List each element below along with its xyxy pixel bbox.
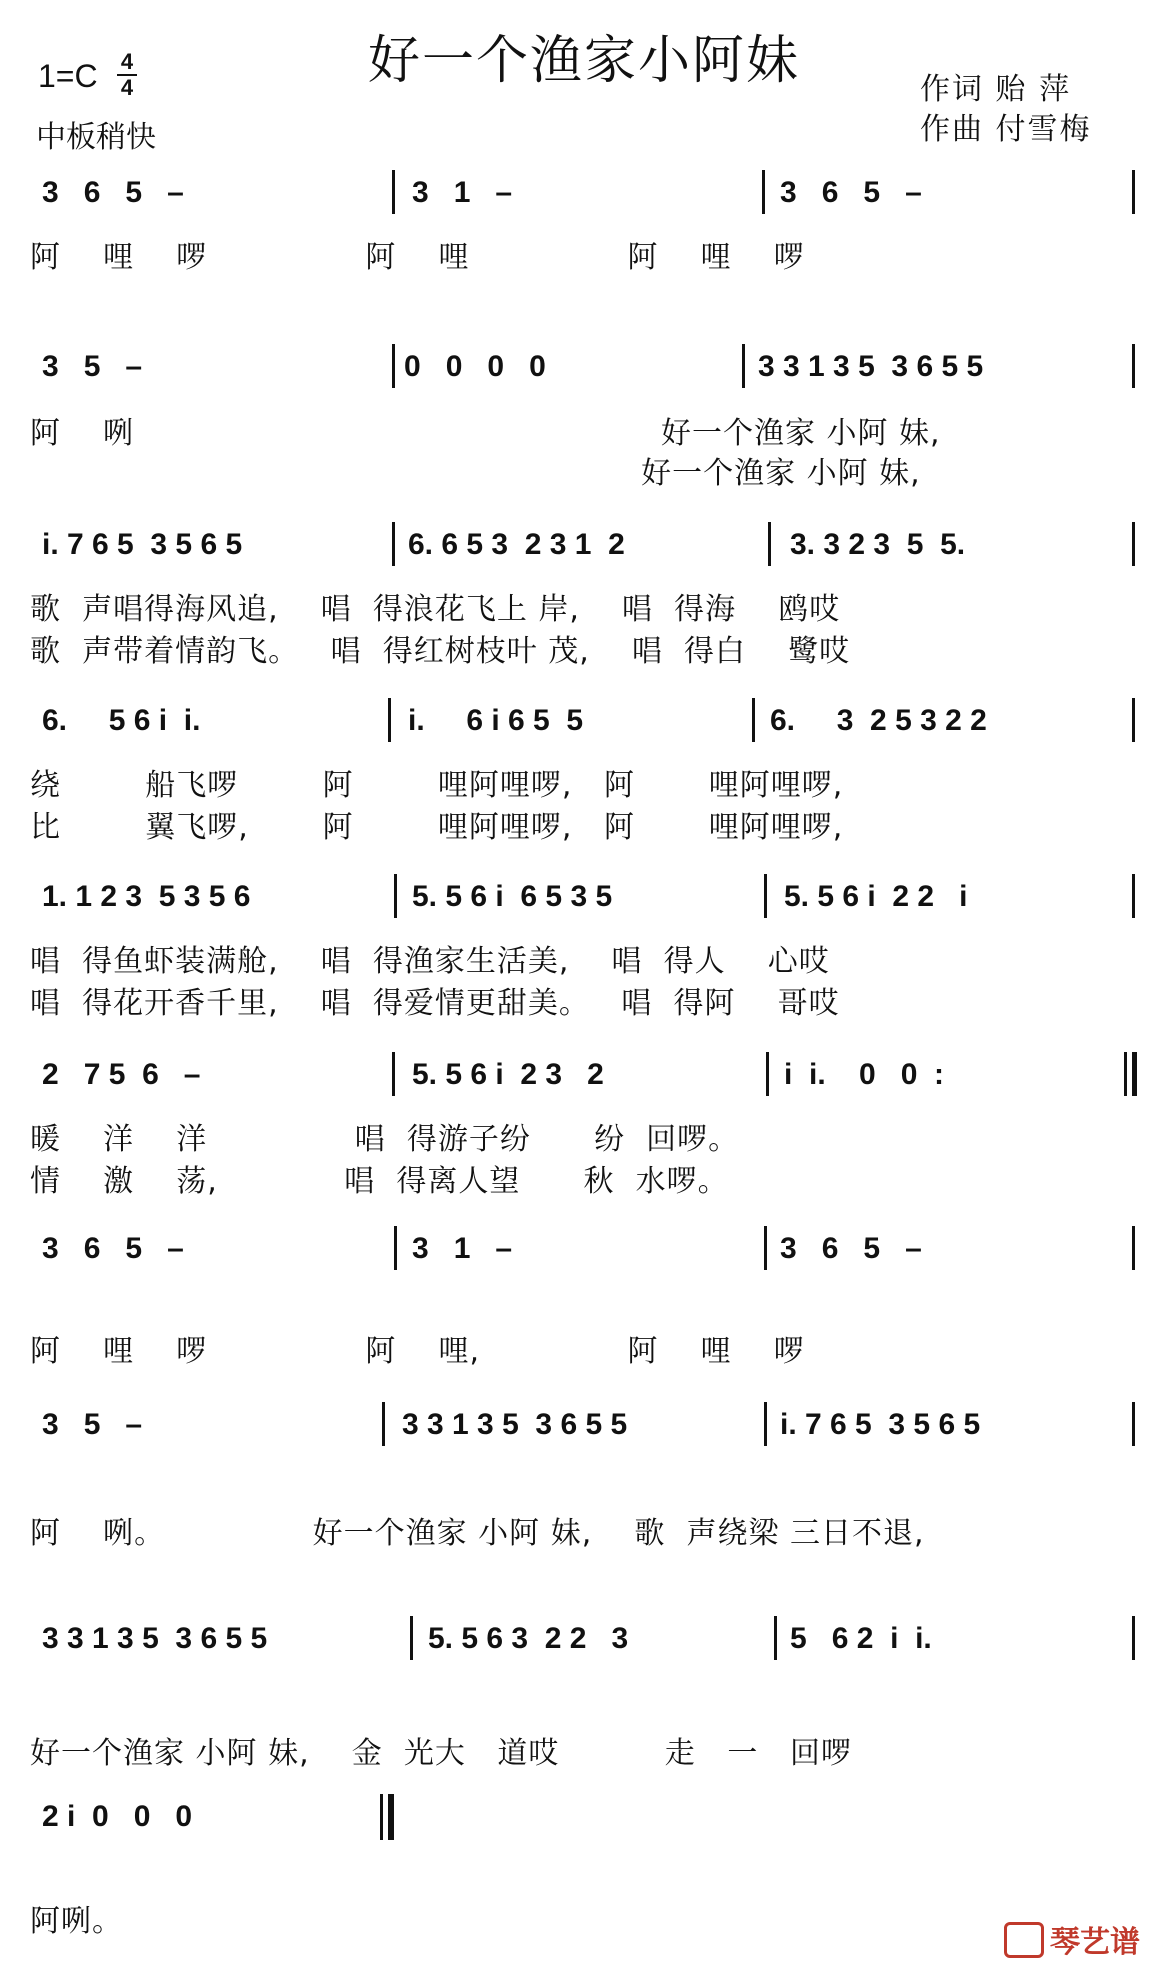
bar-line	[1132, 1616, 1135, 1660]
key-signature: 1=C	[38, 58, 98, 94]
measure: 3 3 1 3 5 3 6 5 5	[758, 350, 984, 383]
meter-bottom: 4	[120, 75, 134, 100]
lyric-line: 阿咧。	[30, 1904, 123, 1939]
bar-line	[382, 1402, 385, 1446]
bar-line	[1132, 522, 1135, 566]
measure: 3 1 –	[412, 1232, 513, 1265]
lyric-line: 歌 声唱得海风追, 唱 得浪花飞上 岸, 唱 得海 鸥哎	[30, 592, 841, 627]
measure: i. 7 6 5 3 5 6 5	[42, 528, 243, 561]
lyric-line: 比 翼飞啰, 阿 哩阿哩啰, 阿 哩阿哩啰,	[30, 810, 844, 845]
bar-line	[392, 170, 395, 214]
meter-top: 4	[120, 49, 134, 74]
watermark-mark-icon	[1004, 1922, 1044, 1958]
bar-line	[1132, 170, 1135, 214]
measure: 3 5 –	[42, 1408, 143, 1441]
lyric-line: 唱 得鱼虾装满舱, 唱 得渔家生活美, 唱 得人 心哎	[30, 944, 830, 979]
bar-line	[766, 1052, 769, 1096]
bar-line	[394, 1226, 397, 1270]
measure: 3 3 1 3 5 3 6 5 5	[42, 1622, 268, 1655]
lyric-line: 暖 洋 洋 唱 得游子纷 纷 回啰。	[30, 1122, 740, 1157]
measure: 6. 3 2 5 3 2 2	[770, 704, 987, 737]
lyric-line: 阿 咧。 好一个渔家 小阿 妹, 歌 声绕梁 三日不退,	[30, 1516, 925, 1551]
tempo-marking: 中板稍快	[36, 120, 156, 155]
bar-line	[752, 698, 755, 742]
bar-line	[762, 170, 765, 214]
final-bar-line-thick	[388, 1794, 394, 1840]
repeat-bar-line	[1124, 1052, 1127, 1096]
measure: 5. 5 6 i 2 3 2	[412, 1058, 604, 1091]
measure: i i. 0 0 :	[784, 1058, 945, 1091]
bar-line	[410, 1616, 413, 1660]
measure: 3 6 5 –	[42, 176, 184, 209]
measure: 5 6 2 i i.	[790, 1622, 932, 1655]
measure: 3 1 –	[412, 176, 513, 209]
measure: 5. 5 6 i 2 2 i	[784, 880, 968, 913]
bar-line	[1132, 874, 1135, 918]
repeat-bar-line-thick	[1132, 1052, 1137, 1096]
measure: 3. 3 2 3 5 5.	[790, 528, 966, 561]
measure: 5. 5 6 3 2 2 3	[428, 1622, 629, 1655]
lyric-line: 绕 船飞啰 阿 哩阿哩啰, 阿 哩阿哩啰,	[30, 768, 844, 803]
measure: 3 6 5 –	[780, 176, 922, 209]
lyricist-credit: 作词 贻 萍	[920, 72, 1072, 107]
bar-line	[764, 1226, 767, 1270]
measure: 3 6 5 –	[42, 1232, 184, 1265]
measure: 5. 5 6 i 6 5 3 5	[412, 880, 613, 913]
song-title: 好一个渔家小阿妹	[367, 31, 800, 91]
bar-line	[392, 1052, 395, 1096]
measure: 3 5 –	[42, 350, 143, 383]
bar-line	[392, 344, 395, 388]
lyric-line: 好一个渔家 小阿 妹,	[30, 456, 921, 491]
bar-line	[764, 1402, 767, 1446]
time-signature	[115, 50, 139, 100]
bar-line	[1132, 1402, 1135, 1446]
bar-line	[388, 698, 391, 742]
bar-line	[392, 522, 395, 566]
bar-line	[1132, 344, 1135, 388]
measure: 0 0 0 0	[404, 350, 546, 383]
measure: 6. 5 6 i i.	[42, 704, 201, 737]
bar-line	[394, 874, 397, 918]
measure: i. 6 i 6 5 5	[408, 704, 584, 737]
lyric-line: 阿 哩 啰 阿 哩, 阿 哩 啰	[30, 1334, 805, 1369]
bar-line	[1132, 698, 1135, 742]
bar-line	[764, 874, 767, 918]
lyric-line: 好一个渔家 小阿 妹, 金 光大 道哎 走 一 回啰	[30, 1736, 853, 1771]
measure: i. 7 6 5 3 5 6 5	[780, 1408, 981, 1441]
composer-credit: 作曲 付雪梅	[920, 112, 1092, 147]
lyric-line: 阿 咧 好一个渔家 小阿 妹,	[30, 416, 941, 451]
lyric-line: 唱 得花开香千里, 唱 得爱情更甜美。 唱 得阿 哥哎	[30, 986, 840, 1021]
bar-line	[774, 1616, 777, 1660]
measure: 3 6 5 –	[780, 1232, 922, 1265]
final-bar-line	[380, 1794, 383, 1840]
lyric-line: 歌 声带着情韵飞。 唱 得红树枝叶 茂, 唱 得白 鹭哎	[30, 634, 851, 669]
lyric-line: 情 激 荡, 唱 得离人望 秋 水啰。	[30, 1164, 729, 1199]
bar-line	[1132, 1226, 1135, 1270]
measure: 2 7 5 6 –	[42, 1058, 201, 1091]
measure: 6. 6 5 3 2 3 1 2	[408, 528, 625, 561]
bar-line	[768, 522, 771, 566]
lyric-line: 阿 哩 啰 阿 哩 阿 哩 啰	[30, 240, 805, 275]
measure: 1. 1 2 3 5 3 5 6	[42, 880, 251, 913]
measure: 2 i 0 0 0	[42, 1800, 193, 1833]
watermark-logo: 琴艺谱	[1004, 1917, 1140, 1962]
bar-line	[742, 344, 745, 388]
measure: 3 3 1 3 5 3 6 5 5	[402, 1408, 628, 1441]
